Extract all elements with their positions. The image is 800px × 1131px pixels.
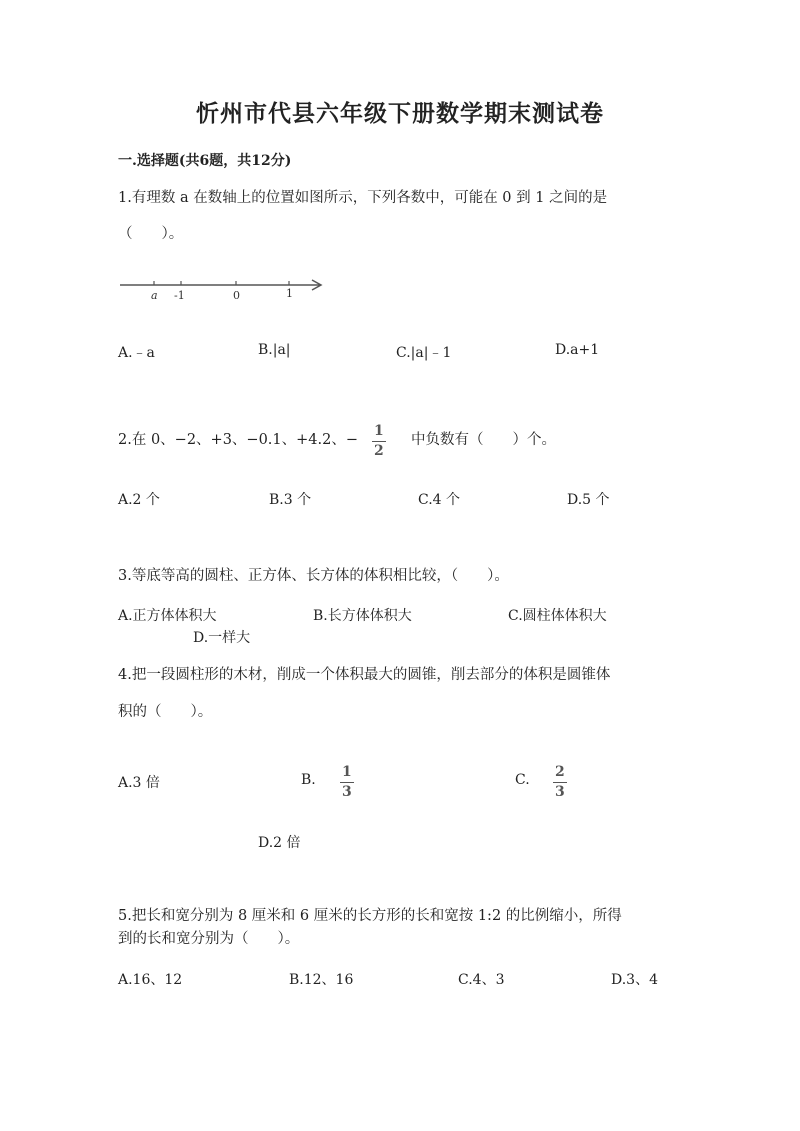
number-line-figure (118, 270, 328, 306)
q1-option-d: D.a+1 (555, 342, 600, 358)
q2-option-d: D.5 个 (567, 492, 610, 508)
q5-option-c: C.4、3 (458, 972, 505, 988)
question-4-text: 4.把一段圆柱形的木材，削成一个体积最大的圆锥，削去部分的体积是圆锥体 (118, 667, 611, 683)
q2-option-b: B.3 个 (269, 492, 312, 508)
q2-fraction-denominator: 2 (374, 443, 384, 459)
q4-c-denominator: 3 (555, 784, 565, 800)
page-title: 忻州市代县六年级下册数学期末测试卷 (196, 100, 604, 127)
section-heading: 一.选择题(共6题，共12分) (118, 153, 292, 169)
question-4-text-cont: 积的（ ）。 (118, 704, 213, 720)
question-2-text-cont: 中负数有（ ）个。 (411, 432, 556, 448)
q2-fraction (372, 424, 386, 459)
q5-option-b: B.12、16 (289, 972, 354, 988)
q3-option-d: D.一样大 (193, 630, 251, 646)
q4-option-d: D.2 倍 (258, 835, 301, 851)
q4-c-numerator: 2 (555, 764, 565, 780)
q1-option-b: B.|a| (258, 342, 291, 358)
q4-option-c-label: C. (515, 772, 530, 788)
question-3-text: 3.等底等高的圆柱、正方体、长方体的体积相比较，（ ）。 (118, 568, 509, 584)
q3-option-b: B.长方体体积大 (313, 608, 412, 624)
q3-option-a: A.正方体体积大 (118, 608, 217, 624)
question-2-text: 2.在 0、−2、+3、−0.1、+4.2、− (118, 432, 358, 448)
label-1: 1 (286, 287, 293, 300)
q4-option-b-label: B. (301, 772, 316, 788)
q4-option-a: A.3 倍 (118, 775, 160, 791)
question-1-text-cont: （ ）。 (118, 226, 184, 242)
q2-option-c: C.4 个 (418, 492, 461, 508)
q2-option-a: A.2 个 (118, 492, 160, 508)
q5-option-d: D.3、4 (611, 972, 658, 988)
q4-option-c-fraction (553, 765, 567, 800)
q4-b-denominator: 3 (342, 784, 352, 800)
q1-option-c: C.|a|﹣1 (396, 345, 452, 361)
q4-b-numerator: 1 (342, 764, 352, 780)
question-5-text: 5.把长和宽分别为 8 厘米和 6 厘米的长方形的长和宽按 1:2 的比例缩小，所得 (118, 908, 622, 924)
q1-option-a: A.﹣a (118, 345, 155, 361)
q5-option-a: A.16、12 (118, 972, 183, 988)
label-0: 0 (233, 289, 240, 302)
label-a: a (151, 289, 158, 302)
question-5-text-cont: 到的长和宽分别为（ ）。 (118, 931, 300, 947)
label-neg1: -1 (174, 289, 185, 302)
q2-fraction-numerator: 1 (374, 423, 384, 439)
q3-option-c: C.圆柱体体积大 (508, 608, 607, 624)
question-1-text: 1.有理数 a 在数轴上的位置如图所示，下列各数中，可能在 0 到 1 之间的是 (118, 190, 608, 206)
q4-option-b-fraction (340, 765, 354, 800)
